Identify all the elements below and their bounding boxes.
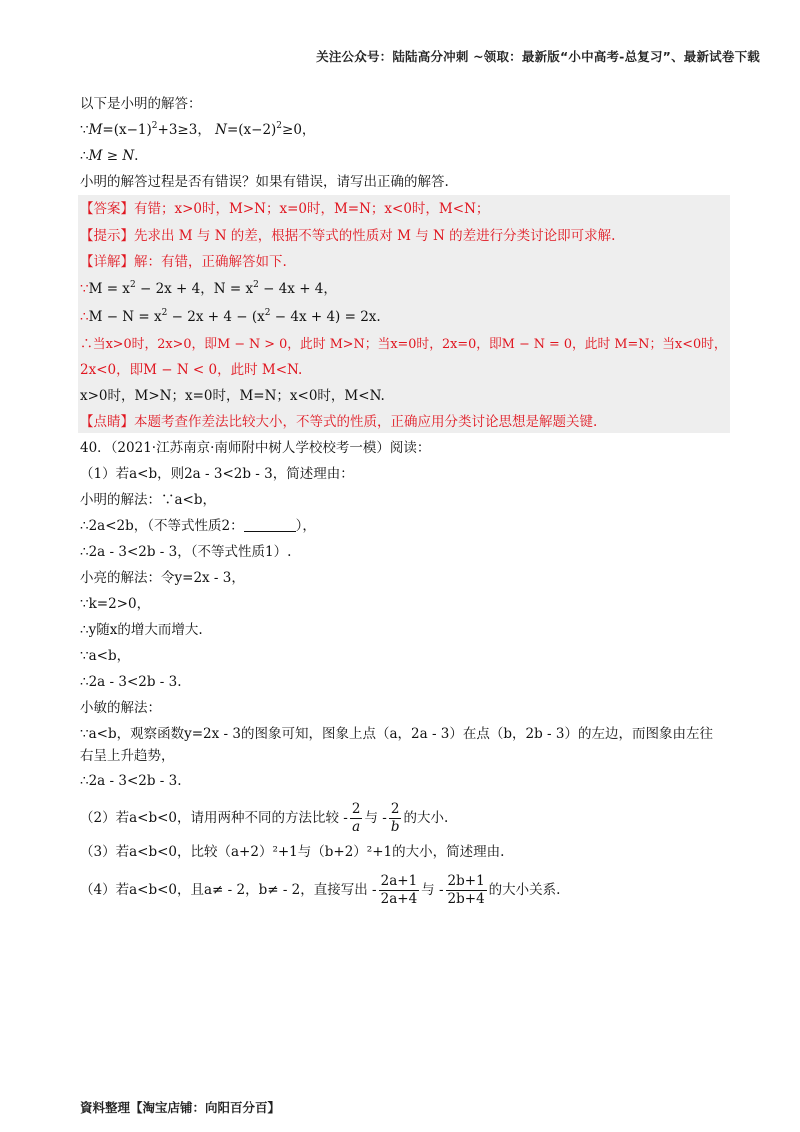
detail-line-4: 2x<0，即M − N < 0，此时 M<N. [80,362,303,378]
hint-tag: 【提示】 [80,228,134,244]
page-footer: 資料整理【淘宝店铺：向阳百分百】 [80,1100,281,1115]
detail-line-3: ∴当x>0时，2x>0，即M − N > 0，此时 M>N；当x=0时，2x=0，即M − N = 0，此时 M=N；当x<0时， [80,337,727,352]
page-header: 关注公众号：陆陆高分冲刺 ~领取：最新版“小中高考-总复习”、最新试卷下载 [316,49,760,64]
xiaoliang-step4: ∴2a - 3<2b - 3. [80,674,182,690]
q40-part2: （2）若a<b<0，请用两种不同的方法比较 - $\frac{2}{a}$ 与 - $\frac{2}{b}$ 的大小. [80,801,449,835]
answer-line [80,199,489,219]
fraction-2a: $\frac{2a+1}{2a+4}$ [380,873,418,907]
because-line: $\because M=(x-1)^2+3\ge 3$， $N=(x-2)^2\ge 0$， [80,121,316,138]
xiaoliang-step3: ∵a<b， [80,648,131,664]
xiaoming-step2: ∴2a - 3<2b - 3，（不等式性质1）. [80,544,292,560]
comment-tag: 【点睛】 [80,414,134,430]
answer-text: 有错；x>0时，M>N；x=0时，M=N；x<0时，M<N； [134,201,490,217]
fraction-2-over-a: $\frac{2}{a}$ [351,801,361,835]
detail-tag: 【详解】 [80,254,134,270]
detail-line-1: ∵M = $x^2 - 2x + 4$，$N = x^2 - 4x + 4$， [80,280,337,297]
q40-part4: （4）若a<b<0，且a≠ - 2，b≠ - 2，直接写出 - $\frac{2a+1}{2a+4}$ 与 - $\frac{2b+1}{2b+4}$ 的大小关系. [80,873,561,907]
detail-line [80,252,287,272]
hint-text: 先求出 M 与 N 的差，根据不等式的性质对 M 与 N 的差进行分类讨论即可求解. [134,228,616,244]
answer-blank [244,518,296,532]
q40-part3: （3）若a<b<0，比较（a+2）²+1与（b+2）²+1的大小，简述理由. [80,844,505,860]
xiaomin-title: 小敏的解法： [80,700,161,716]
xiaoliang-step2: ∴y随x的增大而增大. [80,622,203,638]
comment-line [80,412,597,432]
q40-title: 40．（2021·江苏南京·南师附中树人学校校考一模）阅读： [80,440,431,456]
question-text: 小明的解答过程是否有错误？如果有错误，请写出正确的解答. [80,174,449,190]
xiaoming-step1: ∴2a<2b，（不等式性质2： ）， [80,518,316,534]
q40-part1: （1）若a<b，则2a - 3<2b - 3，简述理由： [80,466,354,482]
xiaoming-title: 小明的解法：∵a<b， [80,492,217,508]
fraction-2b: $\frac{2b+1}{2b+4}$ [447,873,485,907]
fraction-2-over-b: $\frac{2}{b}$ [390,801,400,835]
detail-line-5: x>0时，M>N；x=0时，M=N；x<0时，M<N. [80,388,385,404]
answer-tag: 【答案】 [80,201,134,217]
xiaoliang-title: 小亮的解法：令y=2x - 3， [80,570,245,586]
xiaoliang-step1: ∵k=2>0， [80,596,151,612]
hint-line [80,226,615,246]
detail-text: 解：有错，正确解答如下. [134,254,287,270]
comment-text: 本题考查作差法比较大小，不等式的性质，正确应用分类讨论思想是解题关键. [134,414,598,430]
xiaomin-step1: ∵a<b，观察函数y=2x - 3的图象可知，图象上点（a，2a - 3）在点（b，2b - 3）的左边，而图象由左往右呈上升趋势， [80,726,713,764]
intro-text: 以下是小明的解答： [80,96,202,112]
xiaomin-step2: ∴2a - 3<2b - 3. [80,773,182,789]
detail-line-2: ∴M − $N = x^2 - 2x + 4 - (x^2 - 4x + 4) = 2x$. [80,308,381,325]
therefore-line: ∴M ≥ N. [80,148,139,164]
